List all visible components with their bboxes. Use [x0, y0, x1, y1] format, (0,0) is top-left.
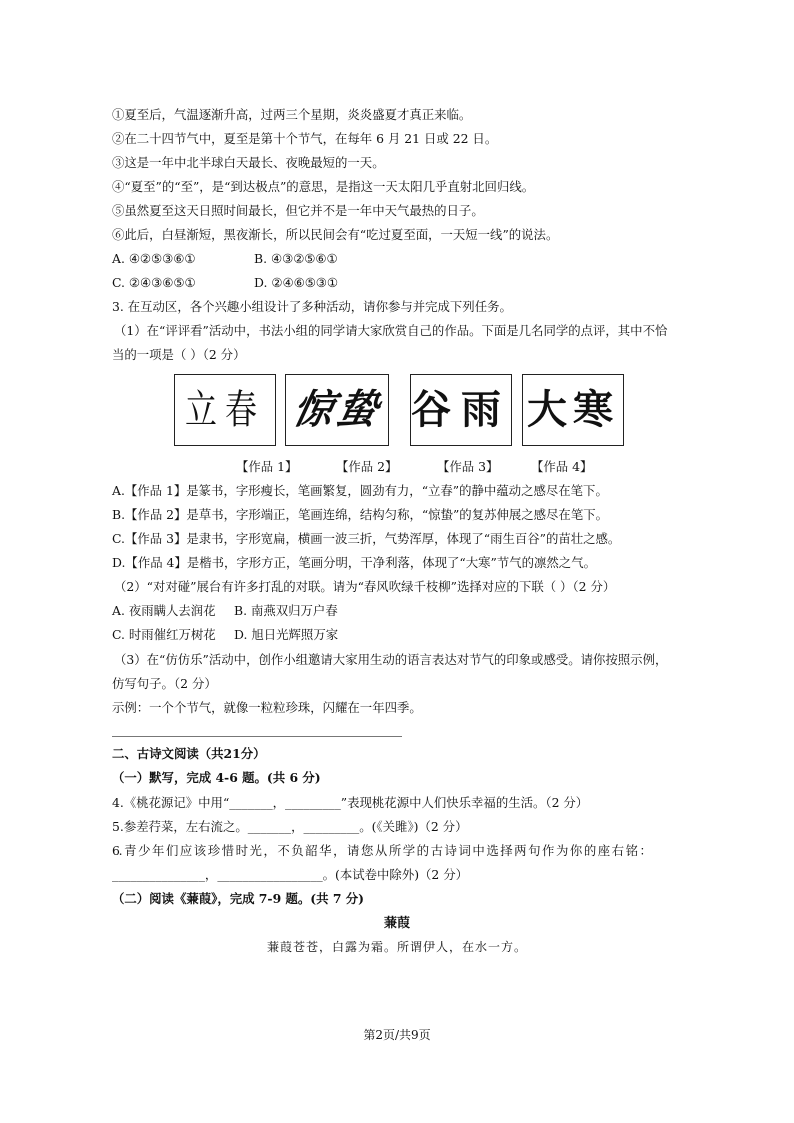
calligraphy-chars-3: 谷雨 — [411, 387, 511, 433]
q3-part3-line2: 仿写句子。（2 分） — [112, 676, 217, 691]
q3-part3-line1: （3）在“仿仿乐”活动中，创作小组邀请大家用生动的语言表达对节气的印象或感受。请你按照示例， — [114, 652, 668, 667]
calligraphy-chars-2: 惊蛰 — [288, 387, 386, 433]
sentence-1: ①夏至后，气温逐渐升高，过两三个星期，炎炎盛夏才真正来临。 — [112, 107, 472, 122]
order-option-c: C. ②④③⑥⑤① — [112, 275, 196, 290]
order-option-a: A. ④②⑤③⑥① — [112, 251, 196, 266]
poem-line: 蒹葭苍苍，白露为霜。所谓伊人，在水一方。 — [266, 940, 527, 954]
sentence-3: ③这是一年中北半球白天最长、夜晚最短的一天。 — [112, 155, 385, 170]
page-footer: 第2页/共9页 — [363, 1028, 431, 1042]
sentence-4: ④“夏至”的“至”，是“到达极点”的意思，是指这一天太阳几乎直射北回归线。 — [112, 179, 535, 194]
calligraphy-work-3 — [410, 374, 512, 446]
couplet-option-c: C. 时雨催红万树花 — [112, 627, 216, 642]
q3-example: 示例：一个个节气，就像一粒粒珍珠，闪耀在一年四季。 — [112, 700, 422, 715]
order-option-b: B. ④③②⑤⑥① — [254, 251, 338, 266]
caption-work-2: 【作品 2】 — [336, 459, 398, 474]
poem-title: 蒹葭 — [383, 916, 410, 931]
q4: 4.《桃花源记》中用“_______，_________”表现桃花源中人们快乐幸福的生活。（2 分） — [112, 795, 589, 810]
sentence-2: ②在二十四节气中，夏至是第十个节气，在每年 6 月 21 日或 22 日。 — [112, 131, 498, 146]
sentence-6: ⑥此后，白昼渐短，黑夜渐长，所以民间会有“吃过夏至面，一天短一线”的说法。 — [112, 227, 559, 242]
q6-line1: 6. 青 少 年 们 应 该 珍 惜 时 光 ， 不 负 韶 华 ， 请 您 从 所 学 的 古 诗 词 中 选 择 两 句 作 为 你 的 座 右 铭 ： — [112, 843, 651, 858]
q3-choice-b: B.【作品 2】是草书，字形端正，笔画连绵，结构匀称，“惊蛰”的复苏伸展之感尽在笔下。 — [112, 507, 608, 522]
q3-choice-d: D.【作品 4】是楷书，字形方正，笔画分明，干净利落，体现了“大寒”节气的凛然之气。 — [112, 555, 596, 570]
order-option-d: D. ②④⑥⑤③① — [254, 275, 339, 290]
section2-title: 二、古诗文阅读（共21分） — [112, 746, 266, 761]
q3-choice-c: C.【作品 3】是隶书，字形宽扁，横画一波三折，气势浑厚，体现了“雨生百谷”的苗壮之感。 — [112, 531, 621, 546]
caption-work-4: 【作品 4】 — [531, 459, 593, 474]
calligraphy-work-4 — [522, 374, 624, 446]
answer-line — [112, 736, 402, 737]
couplet-option-a: A. 夜雨瞒人去润花 — [112, 603, 216, 618]
calligraphy-work-2 — [285, 374, 389, 446]
couplet-option-d: D. 旭日光辉照万家 — [234, 627, 339, 642]
q6-line2: _______________，_________________。(本试卷中除外)（2 分） — [112, 867, 469, 882]
section2-sub2: （二）阅读《蒹葭》，完成 7-9 题。(共 7 分) — [112, 891, 365, 906]
calligraphy-chars-1: 立春 — [185, 387, 265, 433]
q3-part2: （2）“对对碰”展台有许多打乱的对联。请为“春风吹绿千枝柳”选择对应的下联（ ）（2 分） — [114, 579, 616, 594]
q3-stem: 3. 在互动区，各个兴趣小组设计了多种活动，请你参与并完成下列任务。 — [112, 299, 512, 314]
sentence-5: ⑤虽然夏至这天日照时间最长，但它并不是一年中天气最热的日子。 — [112, 203, 484, 218]
q3-part1-line2: 当的一项是（ ）（2 分） — [112, 347, 246, 362]
q3-part1-line1: （1）在“评评看”活动中，书法小组的同学请大家欣赏自己的作品。下面是几名同学的点评，其中不恰 — [114, 323, 668, 338]
q3-choice-a: A.【作品 1】是篆书，字形瘦长，笔画繁复，圆劲有力，“立春”的静中蕴动之感尽在笔下。 — [112, 483, 608, 498]
section2-sub1: （一）默写，完成 4-6 题。(共 6 分) — [112, 770, 321, 785]
calligraphy-chars-4: 大寒 — [527, 387, 619, 433]
caption-work-3: 【作品 3】 — [437, 459, 499, 474]
q5: 5.参差荇菜，左右流之。_______，_________。(《关雎》)（2 分） — [112, 819, 468, 834]
calligraphy-work-1 — [174, 374, 276, 446]
couplet-option-b: B. 南燕双归万户春 — [234, 603, 338, 618]
caption-work-1: 【作品 1】 — [236, 459, 298, 474]
